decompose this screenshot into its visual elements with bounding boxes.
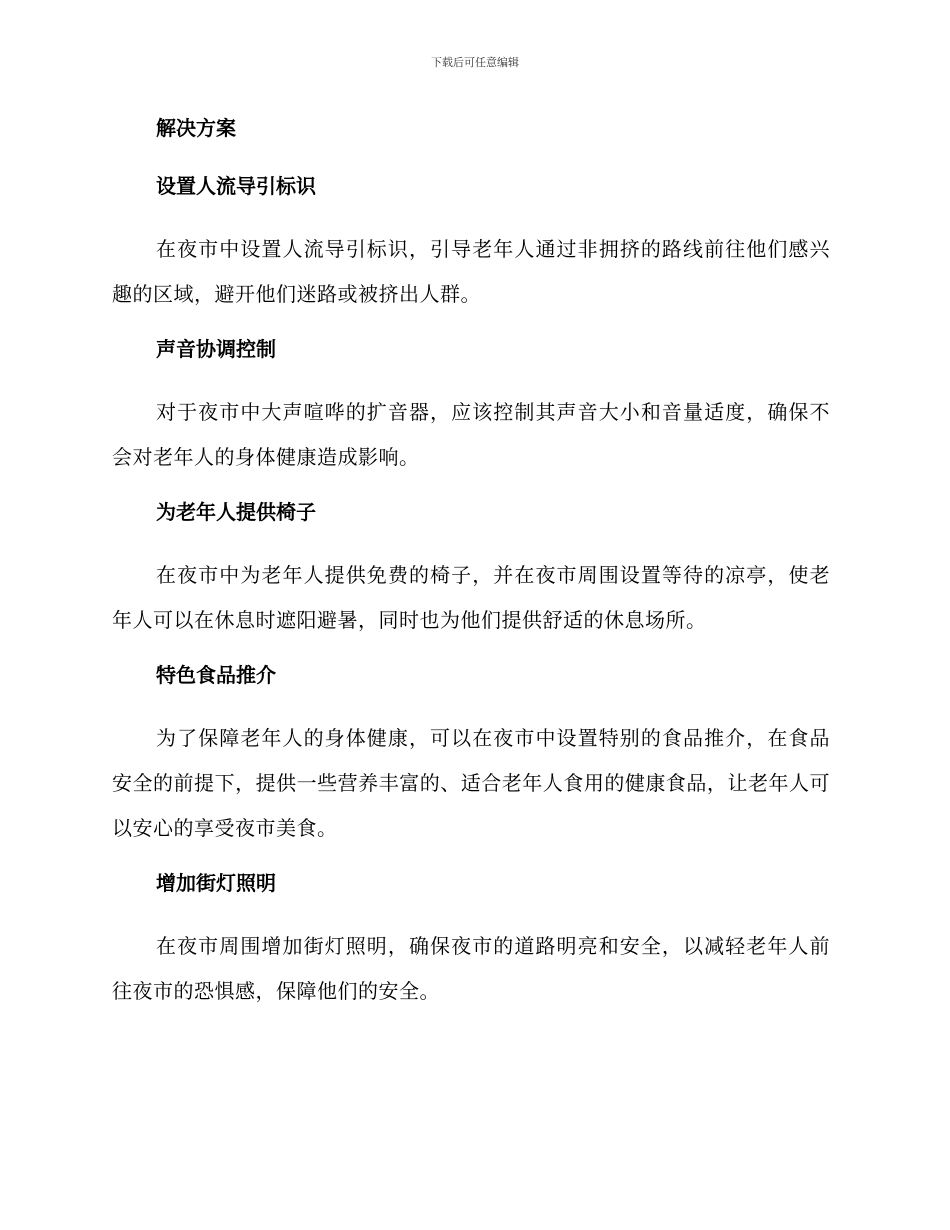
section-body-chairs: 在夜市中为老年人提供免费的椅子，并在夜市周围设置等待的凉亭，使老年人可以在休息时遮阳避暑，同时也为他们提供舒适的休息场所。 xyxy=(112,563,830,632)
section-title-guidance-signs: 设置人流导引标识 xyxy=(156,174,316,198)
section-body-sound-control: 对于夜市中大声喧哗的扩音器，应该控制其声音大小和音量适度，确保不会对老年人的身体健康造成影响。 xyxy=(112,400,830,469)
section-title-food-recommendation: 特色食品推介 xyxy=(156,663,276,687)
section-title-street-lighting: 增加街灯照明 xyxy=(156,871,276,895)
main-heading: 解决方案 xyxy=(156,116,236,140)
section-body-guidance-signs: 在夜市中设置人流导引标识，引导老年人通过非拥挤的路线前往他们感兴趣的区域，避开他们迷路或被挤出人群。 xyxy=(112,237,830,306)
page-header: 下载后可任意编辑 xyxy=(431,56,519,69)
section-body-street-lighting: 在夜市周围增加街灯照明，确保夜市的道路明亮和安全，以减轻老年人前往夜市的恐惧感，保障他们的安全。 xyxy=(112,934,830,1003)
section-title-sound-control: 声音协调控制 xyxy=(156,337,276,361)
section-body-food-recommendation: 为了保障老年人的身体健康，可以在夜市中设置特别的食品推介，在食品安全的前提下，提供一些营养丰富的、适合老年人食用的健康食品，让老年人可以安心的享受夜市美食。 xyxy=(112,726,830,840)
section-title-chairs: 为老年人提供椅子 xyxy=(156,500,316,524)
document-body xyxy=(112,110,830,1028)
